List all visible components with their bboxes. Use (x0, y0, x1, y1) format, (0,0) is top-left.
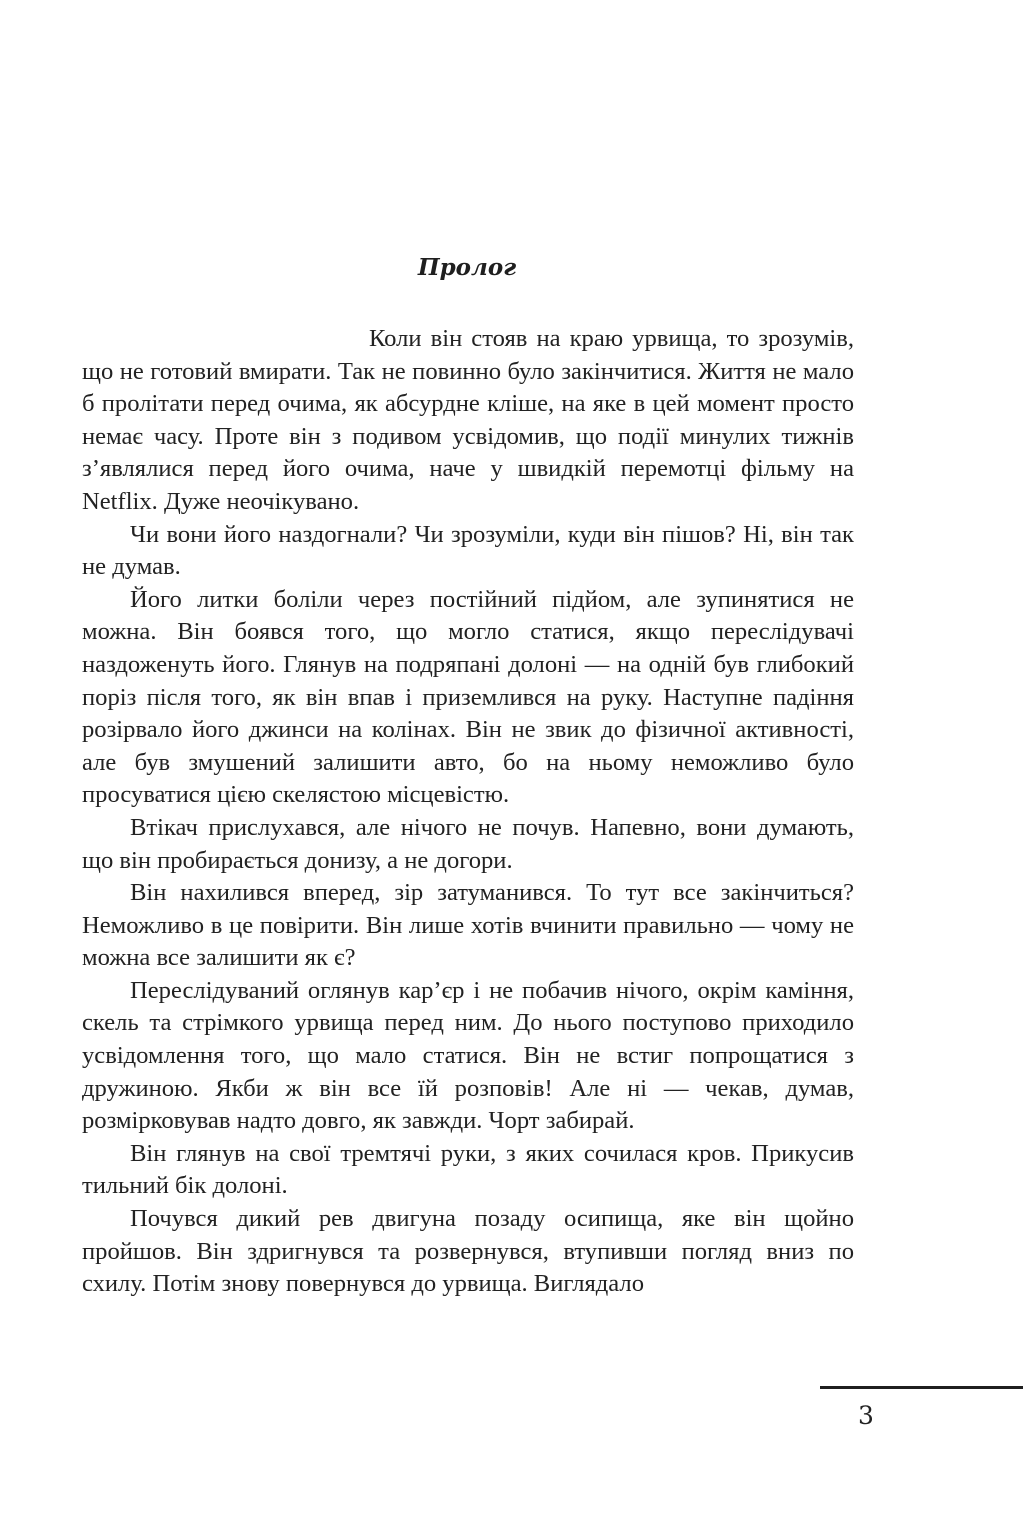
chapter-title: Пролог (417, 254, 517, 281)
chapter-body (82, 323, 854, 1301)
paragraph: Переслідуваний оглянув кар’єр і не побачив нічого, окрім каміння, скель та стрімкого урвища перед ним. До нього поступово приходило усвідомлення того, що мало статися. Він не встиг попрощатися з дружиною. Якби ж він все їй розповів! Але ні — чекав, думав, розмірковував надто довго, як завжди. Чорт забирай. (82, 976, 854, 1135)
paragraph: Втікач прислухався, але нічого не почув. Напевно, вони думають, що він пробирається донизу, а не догори. (82, 813, 854, 874)
paragraph: Чи вони його наздогнали? Чи зрозуміли, куди він пішов? Ні, він так не думав. (82, 520, 854, 581)
paragraph: Він глянув на свої тремтячі руки, з яких сочилася кров. Прикусив тильний бік долоні. (82, 1139, 854, 1200)
footer-rule (820, 1386, 1023, 1389)
paragraph: Коли він стояв на краю урвища, то зрозумів, що не готовий вмирати. Так не повинно було закінчитися. Життя не мало б пролітати перед очима, як абсурдне кліше, на яке в цей момент просто немає часу. Проте він з подивом усвідомив, що події минулих тижнів з’являлися перед його очима, наче у швидкій перемотці фільму на Netflix. Дуже неочікувано. (82, 325, 854, 515)
paragraph: Почувся дикий рев двигуна позаду осипища, яке він щойно пройшов. Він здригнувся та розвернувся, втупивши погляд вниз по схилу. Потім знову повернувся до урвища. Виглядало (82, 1205, 854, 1298)
page-number: 3 (858, 1401, 874, 1430)
paragraph: Його литки боліли через постійний підйом, але зупинятися не можна. Він боявся того, що могло статися, якщо переслідувачі наздоженуть його. Глянув на подряпані долоні — на одній був глибокий поріз після того, як він впав і приземлився на руку. Наступне падіння розірвало його джинси на колінах. Він не звик до фізичної активності, але був змушений залишити авто, бо на ньому неможливо було просуватися цією скелястою місцевістю. (82, 585, 854, 809)
paragraph: Він нахилився вперед, зір затуманився. То тут все закінчиться? Неможливо в це повірити. Він лише хотів вчинити правильно — чому не можна все залишити як є? (82, 879, 854, 972)
